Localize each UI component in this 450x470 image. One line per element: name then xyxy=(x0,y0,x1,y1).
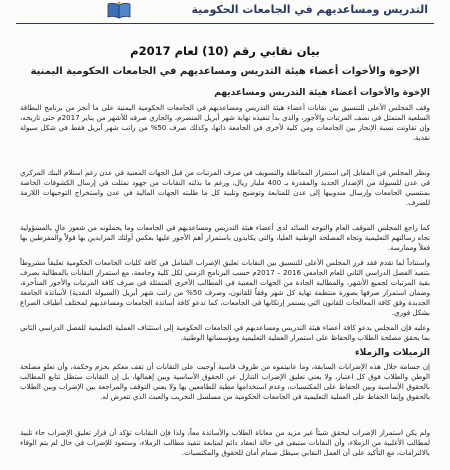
salutation: الإخوة والأخوات أعضاء هيئة التدريس ومساعديهم xyxy=(214,88,430,98)
section-heading: الزميلات والزملاء xyxy=(355,348,430,358)
paragraph: ونظر المجلس في المقابل إلى استمرار المماطلة والتسويف في صرف المرتبات من قبل الجهات المعنية في عدن رغم استلام البنك المركزي في عدن للسيولة من الإصدار الجديد والمقدرة بـ 400 مليار ريال، ورغم ما بذلته النقابات من جهود تمثلت في إرسال الكشوفات الخاصة بمنتسبي الجامعات وإرسال مندوبيها إلى عدن للمتابعة وتوضيح وتلبية كل ما طلبته الجهات المالية في عدن واستخراج التوجيهات اللازمة للصرف. xyxy=(20,168,430,207)
paragraph: واستناداً لما تقدم فقد قرر المجلس الأعلى للتنسيق بين النقابات تعليق الإضراب الشامل في كافة كليات الجامعات الحكومية تعليقاً مشروطاً بتنفيذ الفصل الدراسي الثاني للعام الجامعي 2016 – 2017م حسب البرنامج الزمني لكل كلية وجامعة، مع استمرار النقابات بالمطالبة بصرف بقية المرتبات لجميع الأشهر، والمطالبة الجادة من الجهات المعنية في المطالب الأخرى المتمثلة في صرف كافة المرتبات والأجور المتأخرة، وضمان استمرار صرفها بصورة منتظمة نهاية كل شهر وفقاً للقانون، وصرف 50% من راتب شهر أبريل (السيولة النقدية) لأساتذة الجامعة الجديدة وفق كافة المعالجات للقانون التي يستمر إرتكابها في الجامعات، كما تدعو كافة أساتذة الجامعات ومساعديهم لمختلف أطياف الصراع بشكل فوري. xyxy=(20,258,430,317)
statement-title: بيان نقابي رقم (10) لعام 2017م xyxy=(130,44,320,58)
paragraph: إن جسامة خلال هذه الإضرابات السابقة، وما عانيتموه من ظروف قاسية أوجبت على النقابات أن تقف معكم بحزم وحكمة، وأن تعلو مصلحة الوطن والطلاب فوق كل اعتبار، ولا يعني تعليق الإضراب التنازل عن الحقوق الأساسية وبين إهمالها، بل إن النقابات ستظل تتابع المطالب بالحقوق الأساسية وبين الحفاظ على المكتسبات، وعدم استخدامها مطية للطامعين بها ولا يعني التوقف والمراجعة بين الإضراب وبين الطلاب بالحقوق وإنما الحفاظ على العملية التعليمية في الجامعات الحكومية من مسلسل التخريب والعبث الذي تتعرض له. xyxy=(20,362,430,401)
organization-name: التدريس ومساعديهم في الجامعات الحكومية xyxy=(191,3,428,16)
paragraph: ولم يكن استمرار الإضراب ليحقق شيئاً غير مزيد من معاناة الطلاب والأساتذة معاً، ولذا فإن النقابات تؤكد أن قرار تعليق الإضراب جاء تلبية لمطالب الأغلبية من الزملاء، وأن النقابات ستبقى في حالة انعقاد دائم لمتابعة تنفيذ مطالب الزملاء، وستعود للإضراب في حال لم يتم الوفاء بالالتزامات، مع التأكيد على أن العمل النقابي سيظل صمام أمان للحقوق والمكتسبات. xyxy=(20,428,430,457)
paragraph: وقف المجلس الأعلى للتنسيق بين نقابات أعضاء هيئة التدريس ومساعديهم في الجامعات الحكومية اليمنية على ما أنجز من برنامج البطاقة السلعية المتمثل في نصف المرتبات والأجور، والذي بدأ تنفيذه نهاية شهر أبريل المنصرم، والجاري صرفه للأشهر من يناير 2017م حتى تاريخه، وإن تفاوتت نسبة الإنجاز بين الجامعات ومن كلية لأخرى في الجامعة ذاتها، وكذلك صرف 50% من راتب شهر أبريل فقط في شكل سيولة نقدية. xyxy=(20,103,430,142)
paragraph: كما راجع المجلس الموقف العام والتوجه السائد لدى أعضاء هيئة التدريس ومساعديهم في الجامعات وما يحملونه من شعور عالٍ بالمسؤولية تجاه رسالتهم التعليمية وتجاه المصلحة الوطنية العليا، والتي يكابدون باستمرار أهم الأجور عليها بعكس أولئك المزايدين بها قولاً والمفرطين بها فعلاً وممارسة. xyxy=(20,223,430,252)
letterhead xyxy=(0,0,450,24)
header-divider xyxy=(16,23,434,24)
paragraph: وعليه فإن المجلس يدعو كافة أعضاء هيئة التدريس ومساعديهم في الجامعات الحكومية إلى استئناف العملية التعليمية للفصل الدراسي الثاني بما يحقق مصلحة الطلاب والحفاظ على استمرار العملية التعليمية ومؤسساتها الوطنية. xyxy=(20,323,430,342)
book-emblem-icon xyxy=(106,1,132,21)
statement-subject: الإخوة والأخوات أعضاء هيئة التدريس ومساعديهم في الجامعات الحكومية اليمنية xyxy=(30,66,420,77)
